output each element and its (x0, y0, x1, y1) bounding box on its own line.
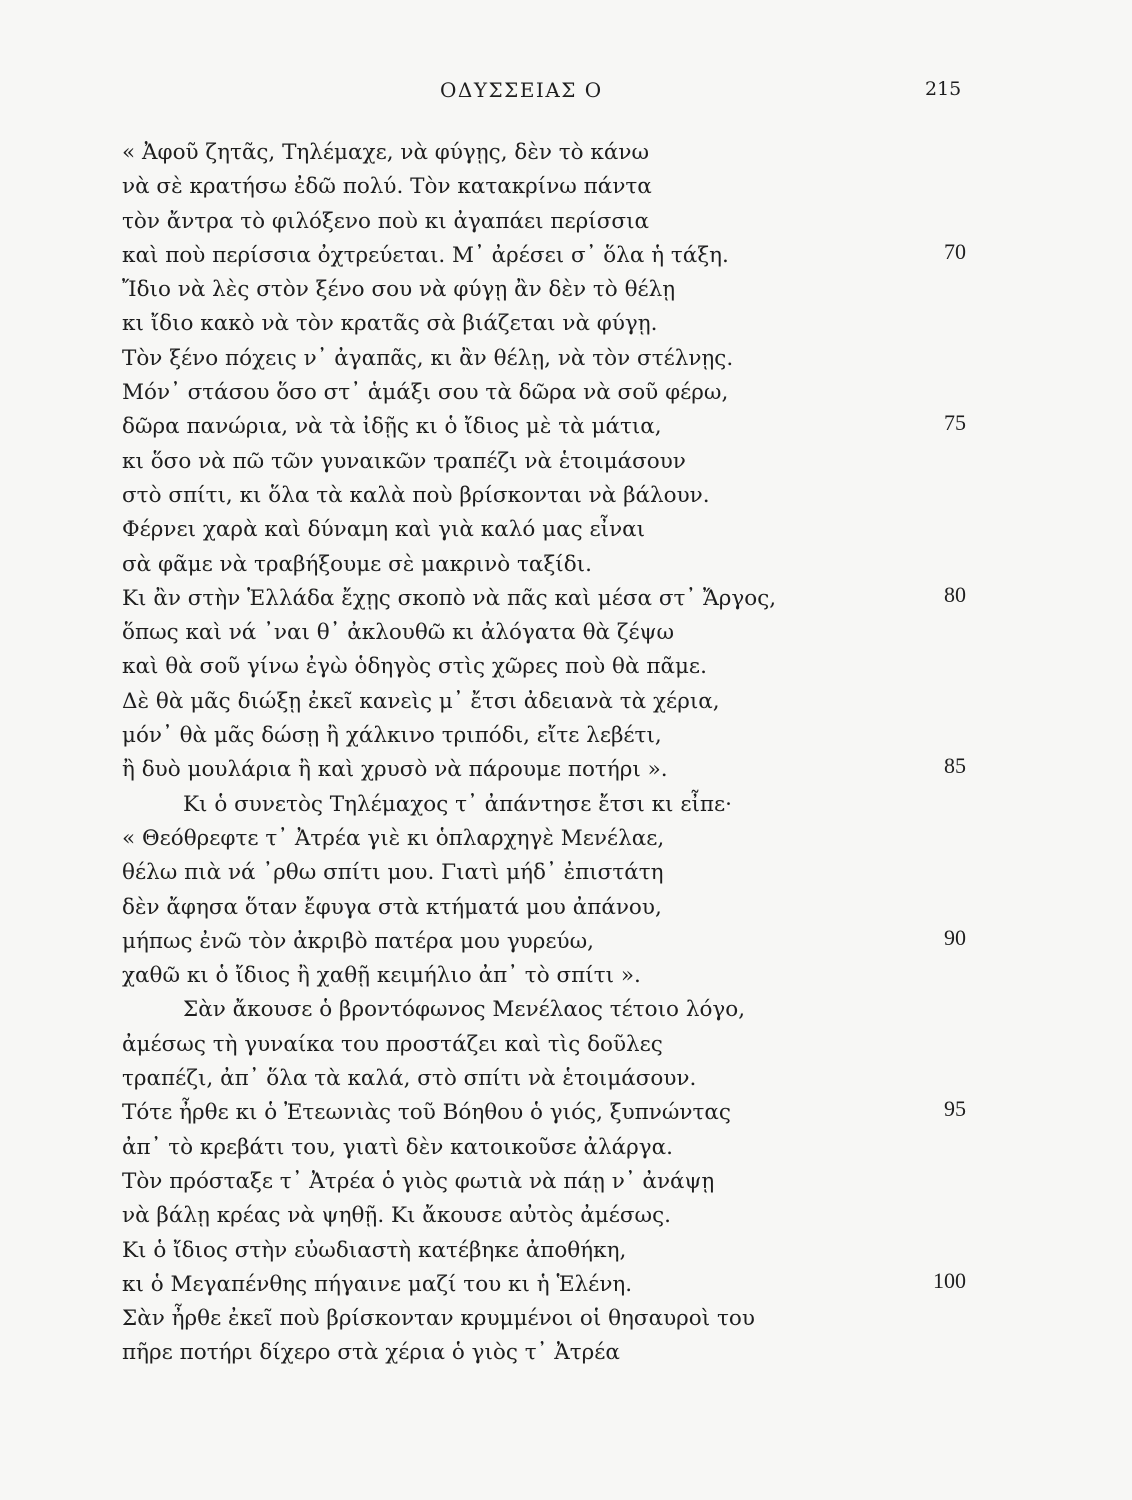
verse-line (0, 1098, 1132, 1132)
verse-line (0, 1064, 1132, 1098)
verse-line (0, 138, 1132, 172)
verse-text: ἀπ᾽ τὸ κρεβάτι του, γιατὶ δὲν κατοικοῦσε ἀλάργα. (122, 1134, 673, 1160)
verse-line (0, 755, 1132, 789)
verse-line (0, 172, 1132, 206)
verse-line (0, 790, 1132, 824)
verse-text: σὰ φᾶμε νὰ τραβήξουμε σὲ μακρινὸ ταξίδι. (122, 551, 592, 577)
verse-text: Δὲ θὰ μᾶς διώξῃ ἐκεῖ κανεὶς μ᾽ ἔτσι ἀδειανὰ τὰ χέρια, (122, 688, 720, 714)
running-title: ΟΔΥΣΣΕΙΑΣ Ο (440, 78, 603, 102)
verse-line (0, 207, 1132, 241)
verse-line (0, 824, 1132, 858)
verse-line (0, 924, 1132, 961)
verse-line (0, 1133, 1132, 1167)
verse-line (0, 581, 1132, 618)
verse-text: ἢ δυὸ μουλάρια ἢ καὶ χρυσὸ νὰ πάρουμε ποτήρι ». (122, 757, 668, 783)
verse-line (0, 858, 1132, 892)
verse-text: ὅπως καὶ νά ᾽ναι θ᾽ ἀκλουθῶ κι ἀλόγατα θὰ ζέψω (122, 620, 675, 646)
verse-text: Ἴδιο νὰ λὲς στὸν ξένο σου νὰ φύγῃ ἂν δὲν τὸ θέλῃ (122, 277, 676, 303)
verse-text: μόν᾽ θὰ μᾶς δώσῃ ἢ χάλκινο τριπόδι, εἴτε λεβέτι, (122, 723, 662, 749)
verse-text: καὶ θὰ σοῦ γίνω ἐγὼ ὁδηγὸς στὶς χῶρες ποὺ θὰ πᾶμε. (122, 654, 707, 680)
page-number: 215 (925, 78, 962, 100)
verse-text: δὲν ἄφησα ὅταν ἔφυγα στὰ κτήματά μου ἀπάνου, (122, 894, 662, 920)
verse-line (0, 893, 1132, 927)
verse-text: στὸ σπίτι, κι ὅλα τὰ καλὰ ποὺ βρίσκονται νὰ βάλουν. (122, 482, 710, 508)
verse-line (0, 961, 1132, 995)
verse-line (0, 1167, 1132, 1201)
verse-text: Μόν᾽ στάσου ὅσο στ᾽ ἁμάξι σου τὰ δῶρα νὰ σοῦ φέρω, (122, 380, 729, 406)
verse-text: θέλω πιὰ νά ᾽ρθω σπίτι μου. Γιατὶ μήδ᾽ ἐπιστάτη (122, 860, 664, 886)
verse-text: ἀμέσως τὴ γυναίκα του προστάζει καὶ τὶς δοῦλες (122, 1031, 663, 1057)
verse-text: δῶρα πανώρια, νὰ τὰ ἰδῇς κι ὁ ἴδιος μὲ τὰ μάτια, (122, 414, 662, 440)
verse-number: 100 (933, 1267, 966, 1293)
verse-line (0, 618, 1132, 652)
verse-line (0, 481, 1132, 515)
verse-text: κι ὁ Μεγαπένθης πήγαινε μαζί του κι ἡ Ἑλένη. (122, 1271, 633, 1297)
verse-line (0, 378, 1132, 412)
verse-text: « Θεόθρεφτε τ᾽ Ἀτρέα γιὲ κι ὁπλαρχηγὲ Μενέλαε, (122, 825, 665, 851)
verse-line (0, 412, 1132, 446)
verse-line (0, 1267, 1132, 1304)
verse-line (0, 721, 1132, 755)
verse-line (0, 447, 1132, 481)
verse-number: 70 (944, 238, 966, 264)
verse-line (0, 275, 1132, 309)
verse-line (0, 515, 1132, 549)
verse-number: 75 (944, 410, 966, 436)
verse-line (0, 1030, 1132, 1064)
verse-line (0, 1338, 1132, 1372)
verse-line (0, 1236, 1132, 1270)
verse-number: 80 (944, 581, 966, 607)
verse-text: καὶ ποὺ περίσσια ὀχτρεύεται. Μ᾽ ἀρέσει σ᾽ ὅλα ἡ τάξη. (122, 242, 729, 268)
verse-text: πῆρε ποτήρι δίχερο στὰ χέρια ὁ γιὸς τ᾽ Ἀτρέα (122, 1340, 620, 1366)
verse-line (0, 995, 1132, 1029)
verse-line (0, 1304, 1132, 1338)
verse-text: νὰ σὲ κρατήσω ἐδῶ πολύ. Τὸν κατακρίνω πάντα (122, 174, 652, 200)
verse-text: Σὰν ἦρθε ἐκεῖ ποὺ βρίσκονταν κρυμμένοι οἱ θησαυροὶ του (122, 1306, 755, 1332)
verse-text: Τὸν ξένο πόχεις ν᾽ ἀγαπᾶς, κι ἂν θέλῃ, νὰ τὸν στέλνῃς. (122, 345, 734, 371)
verse-text: νὰ βάλῃ κρέας νὰ ψηθῇ. Κι ἄκουσε αὐτὸς ἀμέσως. (122, 1203, 671, 1229)
verse-text: χαθῶ κι ὁ ἴδιος ἢ χαθῇ κειμήλιο ἀπ᾽ τὸ σπίτι ». (122, 963, 641, 989)
verse-text: Τὸν πρόσταξε τ᾽ Ἀτρέα ὁ γιὸς φωτιὰ νὰ πάῃ ν᾽ ἀνάψῃ (122, 1168, 715, 1194)
verse-text: τὸν ἄντρα τὸ φιλόξενο ποὺ κι ἀγαπάει περίσσια (122, 208, 650, 234)
verse-text: Φέρνει χαρὰ καὶ δύναμη καὶ γιὰ καλό μας εἶναι (122, 517, 646, 543)
verse-line (0, 1201, 1132, 1235)
verse-block (0, 138, 1132, 1373)
verse-text: τραπέζι, ἀπ᾽ ὅλα τὰ καλά, στὸ σπίτι νὰ ἑτοιμάσουν. (122, 1066, 697, 1092)
verse-line (0, 652, 1132, 686)
verse-text: « Ἀφοῦ ζητᾶς, Τηλέμαχε, νὰ φύγῃς, δὲν τὸ κάνω (122, 140, 649, 165)
verse-line (0, 344, 1132, 378)
verse-line (0, 550, 1132, 584)
verse-text: κι ὅσο νὰ πῶ τῶν γυναικῶν τραπέζι νὰ ἑτοιμάσουν (122, 448, 686, 474)
verse-line (0, 687, 1132, 721)
verse-number: 90 (944, 924, 966, 950)
verse-number: 95 (944, 1096, 966, 1122)
verse-line (0, 238, 1132, 275)
verse-text: Κι ἂν στὴν Ἑλλάδα ἔχῃς σκοπὸ νὰ πᾶς καὶ μέσα στ᾽ Ἄργος, (122, 585, 777, 611)
verse-line (0, 309, 1132, 343)
verse-text: μήπως ἐνῶ τὸν ἀκριβὸ πατέρα μου γυρεύω, (122, 928, 594, 954)
verse-text: Τότε ἦρθε κι ὁ Ἐτεωνιὰς τοῦ Βόηθου ὁ γιός, ξυπνώντας (122, 1100, 731, 1126)
verse-number: 85 (944, 753, 966, 779)
verse-text: Σὰν ἄκουσε ὁ βροντόφωνος Μενέλαος τέτοιο λόγο, (183, 997, 746, 1023)
verse-text: κι ἴδιο κακὸ νὰ τὸν κρατᾶς σὰ βιάζεται νὰ φύγῃ. (122, 311, 658, 337)
running-head (0, 78, 1132, 108)
verse-text: Κι ὁ ἴδιος στὴν εὐωδιαστὴ κατέβηκε ἀποθήκη, (122, 1237, 627, 1263)
verse-text: Κι ὁ συνετὸς Τηλέμαχος τ᾽ ἀπάντησε ἔτσι κι εἶπε· (183, 791, 732, 817)
